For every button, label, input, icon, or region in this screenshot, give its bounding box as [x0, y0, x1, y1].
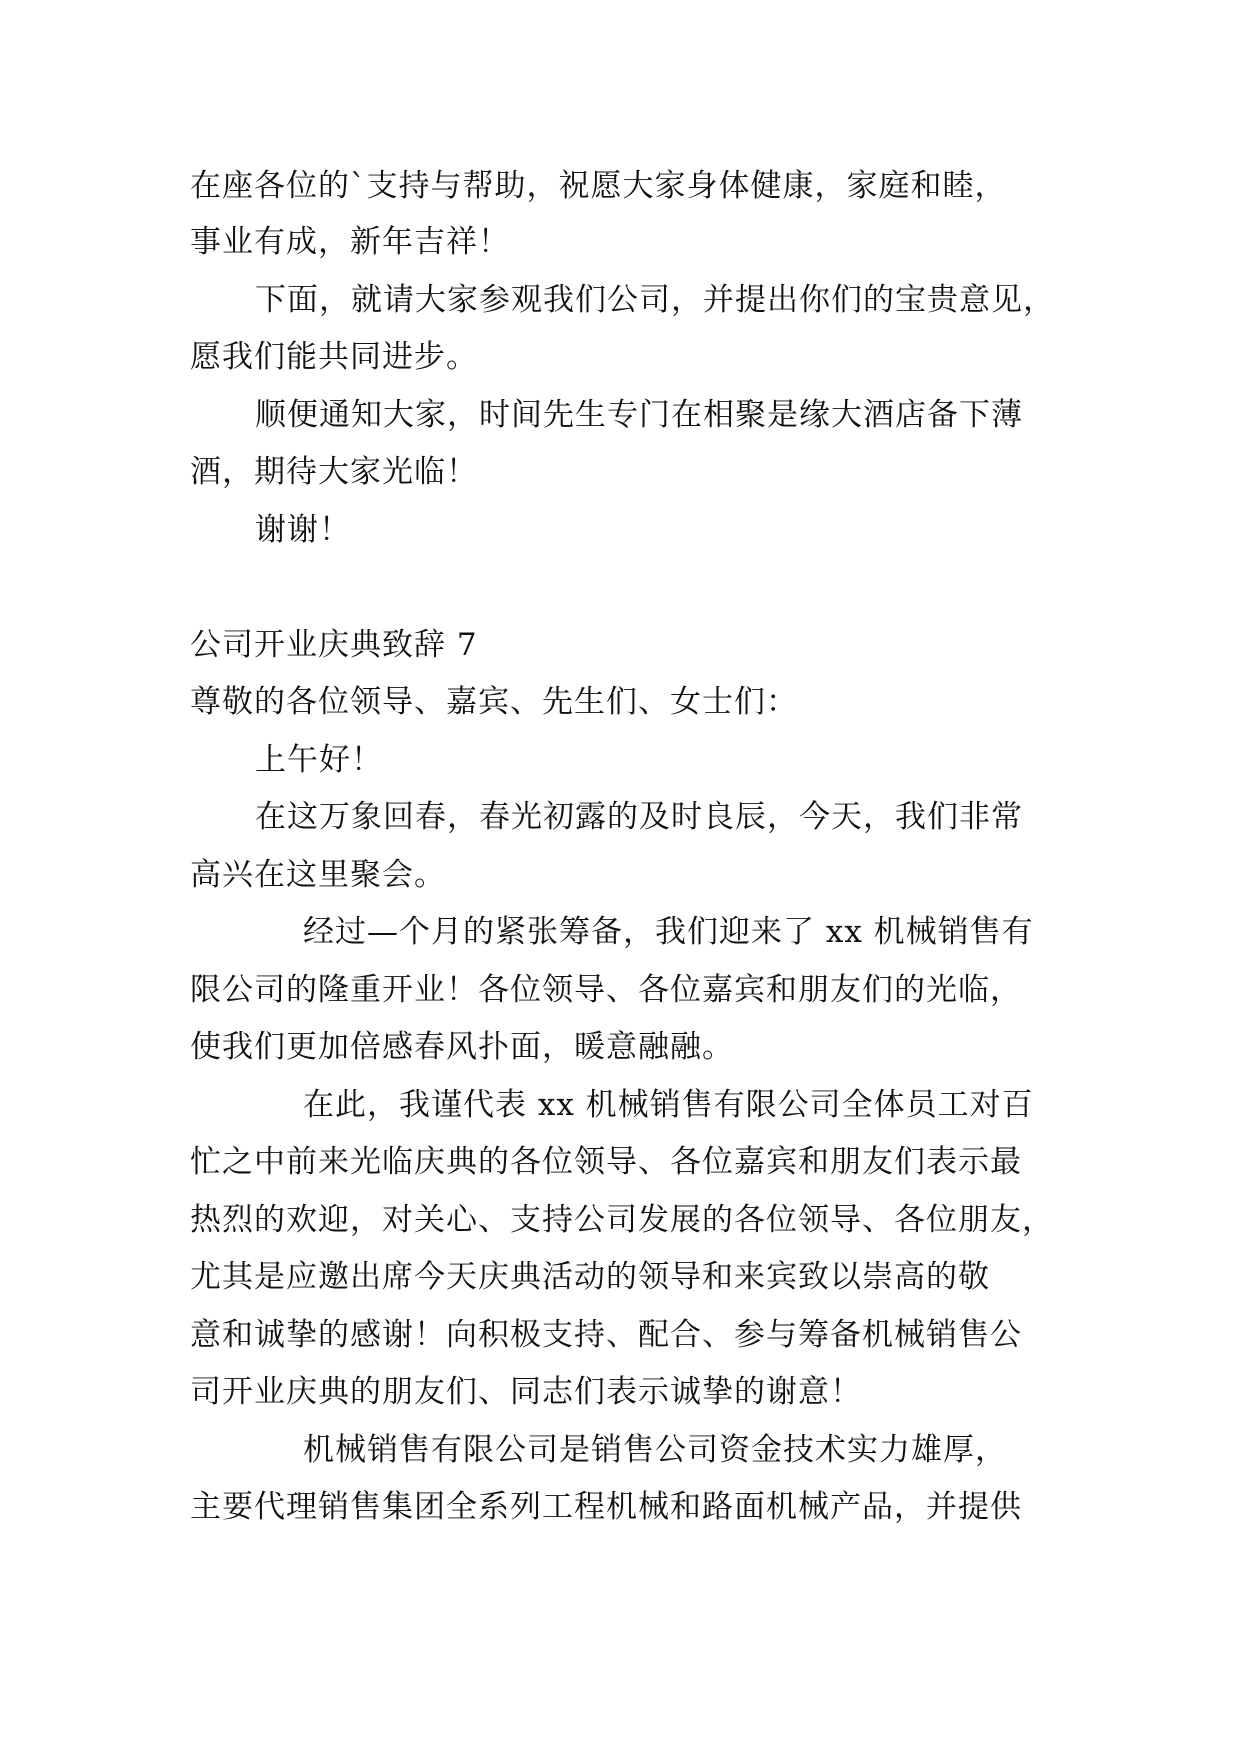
- paragraph-line: 事业有成，新年吉祥！: [190, 224, 510, 260]
- paragraph-line: 在这万象回春，春光初露的及时良辰，今天，我们非常: [255, 799, 1023, 835]
- paragraph-line: 使我们更加倍感春风扑面，暖意融融。: [190, 1029, 734, 1065]
- paragraph-line: 高兴在这里聚会。: [190, 857, 446, 893]
- paragraph-line: 司开业庆典的朋友们、同志们表示诚挚的谢意！: [190, 1374, 862, 1410]
- paragraph-line: 在座各位的`支持与帮助，祝愿大家身体健康，家庭和睦，: [190, 168, 1007, 204]
- paragraph-line: 经过—个月的紧张筹备，我们迎来了 xx 机械销售有: [303, 914, 1034, 950]
- paragraph-line: 忙之中前来光临庆典的各位领导、各位嘉宾和朋友们表示最: [190, 1144, 1022, 1180]
- paragraph-line: 机械销售有限公司是销售公司资金技术实力雄厚，: [303, 1432, 1007, 1468]
- paragraph-line: 愿我们能共同进步。: [190, 339, 478, 375]
- paragraph-line: 顺便通知大家，时间先生专门在相聚是缘大酒店备下薄: [255, 397, 1023, 433]
- closing-line: 谢谢！: [255, 512, 351, 548]
- paragraph-line: 限公司的隆重开业！各位领导、各位嘉宾和朋友们的光临，: [190, 972, 1022, 1008]
- paragraph-line: 尤其是应邀出席今天庆典活动的领导和来宾致以崇高的敬: [190, 1259, 990, 1295]
- salutation: 尊敬的各位领导、嘉宾、先生们、女士们：: [190, 684, 798, 720]
- paragraph-line: 酒，期待大家光临！: [190, 454, 478, 490]
- paragraph-line: 下面，就请大家参观我们公司，并提出你们的宝贵意见，: [255, 282, 1055, 318]
- paragraph-line: 在此，我谨代表 xx 机械销售有限公司全体员工对百: [303, 1087, 1034, 1123]
- paragraph-line: 主要代理销售集团全系列工程机械和路面机械产品，并提供: [190, 1489, 1022, 1525]
- section-title: 公司开业庆典致辞 7: [190, 627, 478, 663]
- paragraph-line: 热烈的欢迎，对关心、支持公司发展的各位领导、各位朋友，: [190, 1202, 1054, 1238]
- paragraph-line: 意和诚挚的感谢！向积极支持、配合、参与筹备机械销售公: [190, 1317, 1022, 1353]
- greeting: 上午好！: [255, 742, 383, 778]
